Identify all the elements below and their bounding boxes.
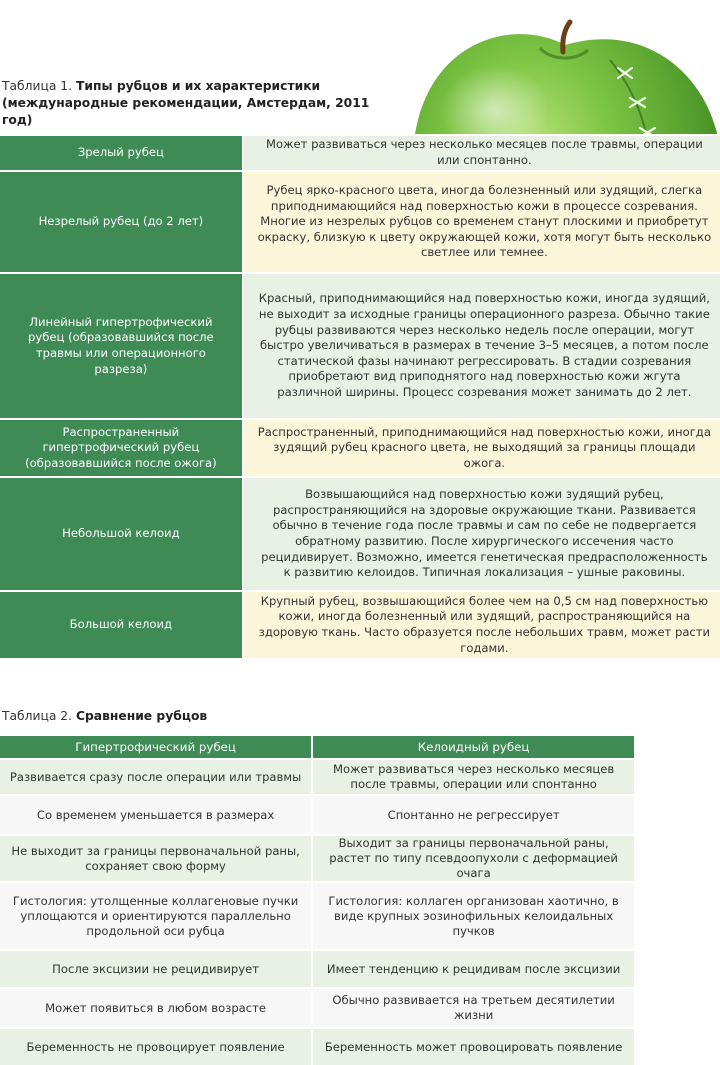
scar-description-cell: Рубец ярко-красного цвета, иногда болезненный или зудящий, слегка приподнимающийся над поверхностью кожи в процессе созревания. Многие из незрелых рубцов со временем станут плоскими и приобретут окраску, близкую к цвету окружающей кожи, хотя могут быть несколько светлее или темнее. xyxy=(242,170,720,272)
table1-caption-title: Типы рубцов и их характеристики (международные рекомендации, Амстердам, 2011 год) xyxy=(2,79,370,127)
keloid-cell: Выходит за границы первоначальной раны, растет по типу псевдоопухоли с деформацией очага xyxy=(311,834,634,881)
scar-description-cell: Может развиваться через несколько месяцев после травмы, операции или спонтанно. xyxy=(242,134,720,170)
table-row xyxy=(0,987,634,1027)
scar-type-cell: Распространенный гипертрофический рубец (образовавшийся после ожога) xyxy=(0,418,242,476)
keloid-cell: Обычно развивается на третьем десятилетии жизни xyxy=(311,987,634,1027)
table-row xyxy=(0,949,634,987)
table1-caption xyxy=(2,78,402,129)
keloid-cell: Может развиваться через несколько месяцев после травмы, операции или спонтанно xyxy=(311,758,634,794)
table-row xyxy=(0,794,634,834)
table-row xyxy=(0,834,634,881)
table-row xyxy=(0,758,634,794)
table2-caption xyxy=(2,708,602,725)
table2-caption-title: Сравнение рубцов xyxy=(75,709,208,723)
scar-comparison-table xyxy=(0,736,634,1065)
scar-type-cell: Незрелый рубец (до 2 лет) xyxy=(0,170,242,272)
table-row xyxy=(0,590,720,658)
scar-type-cell: Зрелый рубец xyxy=(0,134,242,170)
table-row xyxy=(0,418,720,476)
hypertrophic-cell: Развивается сразу после операции или травмы xyxy=(0,758,311,794)
keloid-cell: Спонтанно не регрессирует xyxy=(311,794,634,834)
scar-description-cell: Распространенный, приподнимающийся над поверхностью кожи, иногда зудящий рубец красного цвета, не выходящий за границы площади ожога. xyxy=(242,418,720,476)
table-row xyxy=(0,170,720,272)
hypertrophic-cell: Беременность не провоцирует появление xyxy=(0,1027,311,1065)
scar-type-cell: Большой келоид xyxy=(0,590,242,658)
keloid-cell: Имеет тенденцию к рецидивам после эксцизии xyxy=(311,949,634,987)
hypertrophic-cell: После эксцизии не рецидивирует xyxy=(0,949,311,987)
scar-description-cell: Возвышающийся над поверхностью кожи зудящий рубец, распространяющийся на здоровые окружающие ткани. Развивается обычно в течение года после травмы и сам по себе не подвергается обратному развитию. После хирургического иссечения часто рецидивирует. Возможно, имеется генетическая предрасположенность к развитию келоидов. Типичная локализация – ушные раковины. xyxy=(242,476,720,590)
hypertrophic-cell: Не выходит за границы первоначальной раны, сохраняет свою форму xyxy=(0,834,311,881)
table-row xyxy=(0,881,634,949)
table-row xyxy=(0,134,720,170)
table1-caption-prefix: Таблица 1. xyxy=(2,79,73,93)
hypertrophic-cell: Может появиться в любом возрасте xyxy=(0,987,311,1027)
scar-type-cell: Небольшой келоид xyxy=(0,476,242,590)
column-header-keloid: Келоидный рубец xyxy=(311,736,634,758)
table-row xyxy=(0,1027,634,1065)
scar-description-cell: Красный, приподнимающийся над поверхностью кожи, иногда зудящий, не выходит за исходные границы операционного разреза. Обычно такие рубцы развиваются через несколько недель после операции, могут быстро увеличиваться в размерах в течение 3–5 месяцев, а потом после статической фазы начинают регрессировать. В стадии созревания приобретают вид приподнятого над поверхностью кожи жгута различной ширины. Процесс созревания может занимать до 2 лет. xyxy=(242,272,720,418)
scar-description-cell: Крупный рубец, возвышающийся более чем на 0,5 см над поверхностью кожи, иногда болезненный или зудящий, распространяющийся на здоровую ткань. Часто образуется после небольших травм, может расти годами. xyxy=(242,590,720,658)
keloid-cell: Гистология: коллаген организован хаотично, в виде крупных эозинофильных келоидальных пучков xyxy=(311,881,634,949)
table2-caption-prefix: Таблица 2. xyxy=(2,709,73,723)
hypertrophic-cell: Со временем уменьшается в размерах xyxy=(0,794,311,834)
table-row xyxy=(0,476,720,590)
column-header-hypertrophic: Гипертрофический рубец xyxy=(0,736,311,758)
table-row xyxy=(0,272,720,418)
scar-types-table xyxy=(0,134,720,658)
scar-type-cell: Линейный гипертрофический рубец (образовавшийся после травмы или операционного разреза) xyxy=(0,272,242,418)
hypertrophic-cell: Гистология: утолщенные коллагеновые пучки уплощаются и ориентируются параллельно продольной оси рубца xyxy=(0,881,311,949)
keloid-cell: Беременность может провоцировать появление xyxy=(311,1027,634,1065)
table-header-row xyxy=(0,736,634,758)
